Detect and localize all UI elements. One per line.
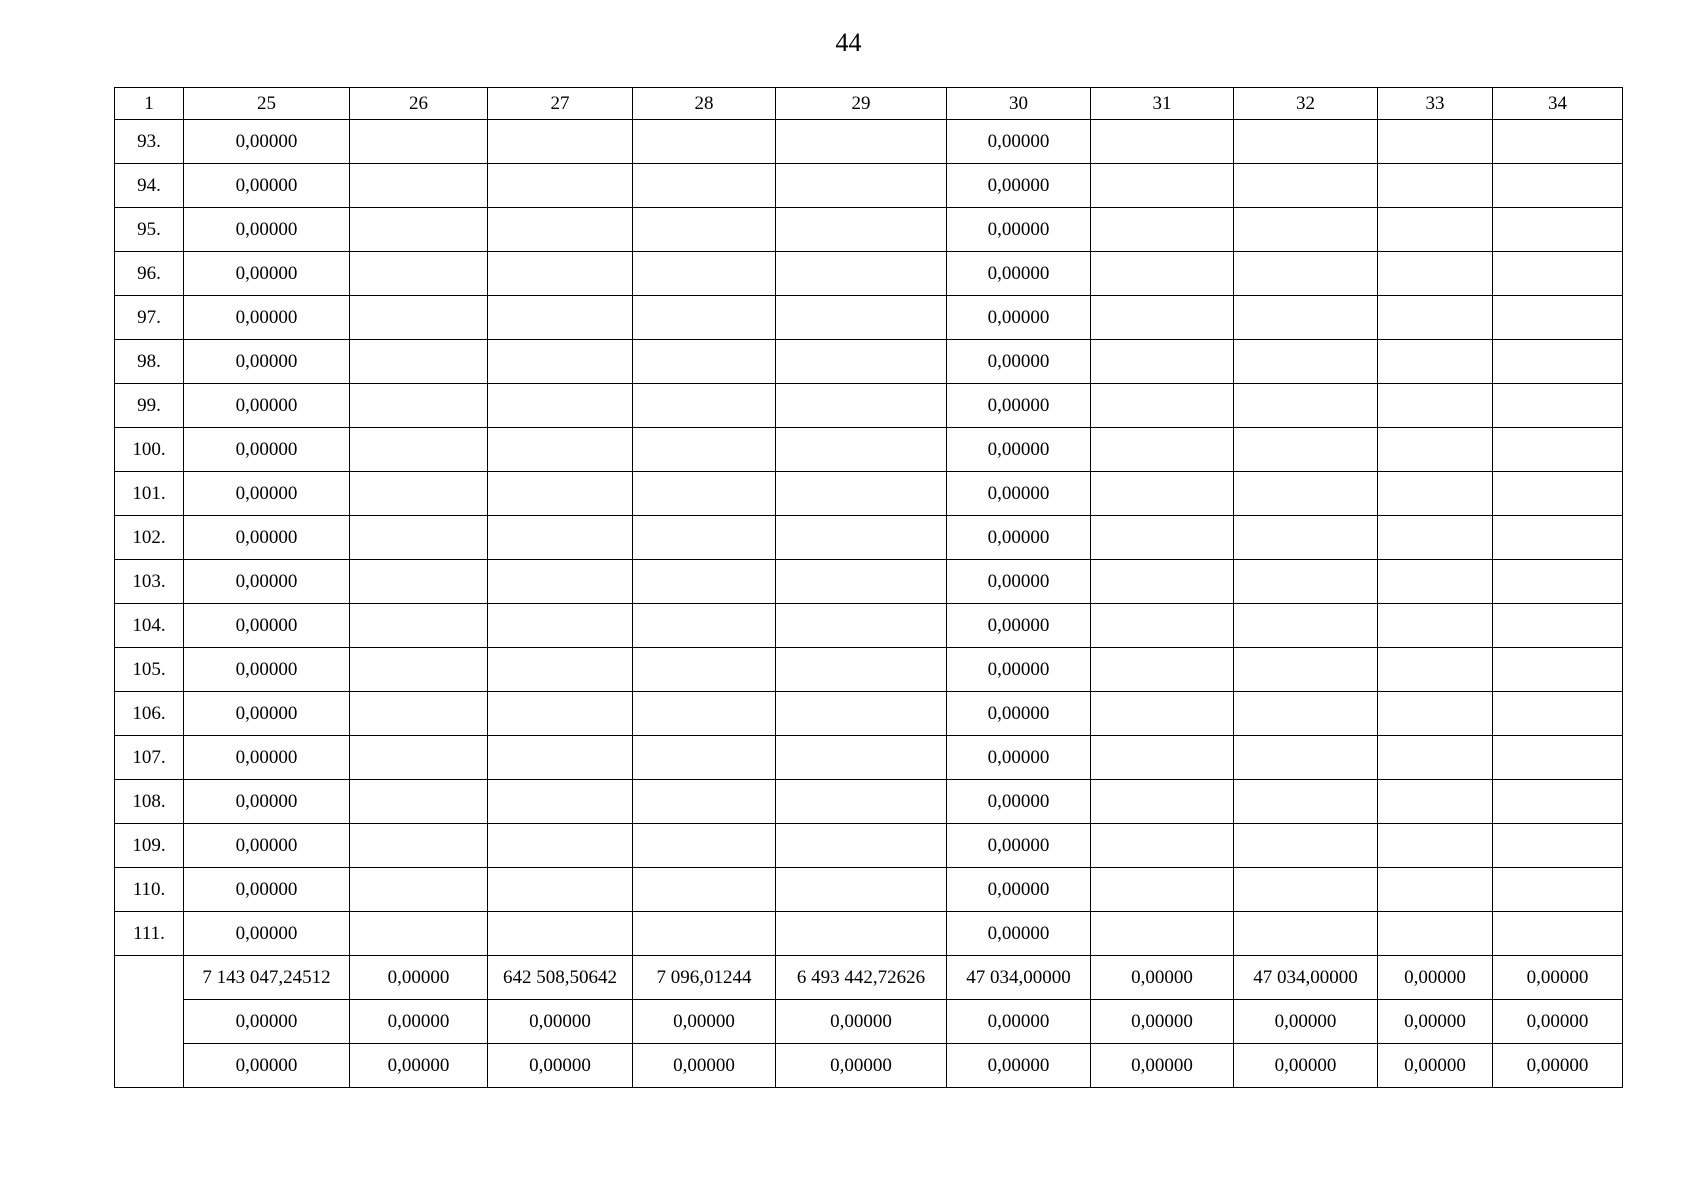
table-row <box>115 384 1623 428</box>
table-cell: 0,00000 <box>947 428 1091 472</box>
table-cell <box>1091 340 1234 384</box>
table-cell <box>1091 384 1234 428</box>
table-cell <box>1091 428 1234 472</box>
table-cell <box>1378 604 1493 648</box>
table-cell <box>1378 912 1493 956</box>
table-cell <box>1493 208 1623 252</box>
table-cell <box>1493 604 1623 648</box>
totals-cell: 0,00000 <box>947 1000 1091 1044</box>
table-cell: 0,00000 <box>947 560 1091 604</box>
table-cell <box>633 472 776 516</box>
table-cell <box>1493 472 1623 516</box>
table-cell <box>776 252 947 296</box>
totals-cell: 7 096,01244 <box>633 956 776 1000</box>
totals-cell: 0,00000 <box>633 1000 776 1044</box>
table-row <box>115 648 1623 692</box>
row-number-cell: 98. <box>115 340 184 384</box>
totals-row <box>115 1000 1623 1044</box>
row-number-cell: 110. <box>115 868 184 912</box>
totals-cell: 0,00000 <box>1493 1044 1623 1088</box>
column-header: 33 <box>1378 88 1493 120</box>
table-cell <box>1378 560 1493 604</box>
table-cell: 0,00000 <box>947 604 1091 648</box>
table-row <box>115 208 1623 252</box>
totals-cell: 0,00000 <box>350 956 488 1000</box>
table-cell <box>1091 604 1234 648</box>
table-cell <box>1378 296 1493 340</box>
table-cell <box>633 164 776 208</box>
table-cell <box>488 428 633 472</box>
row-number-cell: 95. <box>115 208 184 252</box>
table-cell: 0,00000 <box>947 824 1091 868</box>
table-cell <box>1234 868 1378 912</box>
table-cell: 0,00000 <box>947 340 1091 384</box>
table-cell <box>1493 868 1623 912</box>
totals-cell: 0,00000 <box>947 1044 1091 1088</box>
table-cell <box>350 648 488 692</box>
table-cell <box>350 208 488 252</box>
table-cell <box>1378 692 1493 736</box>
table-cell <box>1091 516 1234 560</box>
table-cell <box>488 780 633 824</box>
table-cell <box>633 384 776 428</box>
table-cell <box>488 692 633 736</box>
totals-cell: 47 034,00000 <box>1234 956 1378 1000</box>
table-row <box>115 296 1623 340</box>
table-cell: 0,00000 <box>184 120 350 164</box>
table-cell: 0,00000 <box>947 296 1091 340</box>
table-cell <box>1493 340 1623 384</box>
table-cell: 0,00000 <box>184 560 350 604</box>
table-cell <box>1234 252 1378 296</box>
totals-cell: 0,00000 <box>350 1044 488 1088</box>
table-cell <box>350 780 488 824</box>
column-header: 1 <box>115 88 184 120</box>
table-cell <box>350 692 488 736</box>
table-cell <box>1378 868 1493 912</box>
row-number-cell: 105. <box>115 648 184 692</box>
table-cell <box>488 560 633 604</box>
table-cell <box>1493 780 1623 824</box>
table-cell <box>1091 560 1234 604</box>
table-cell <box>350 384 488 428</box>
table-cell <box>776 868 947 912</box>
table-cell <box>1378 120 1493 164</box>
table-cell <box>633 252 776 296</box>
column-header: 32 <box>1234 88 1378 120</box>
table-cell <box>1234 384 1378 428</box>
table-cell <box>488 340 633 384</box>
table-cell: 0,00000 <box>184 516 350 560</box>
table-cell: 0,00000 <box>184 824 350 868</box>
table-cell <box>1091 120 1234 164</box>
row-number-cell: 100. <box>115 428 184 472</box>
totals-cell: 0,00000 <box>1091 1000 1234 1044</box>
table-cell <box>1378 516 1493 560</box>
table-cell <box>488 164 633 208</box>
table-cell <box>488 472 633 516</box>
row-number-cell: 99. <box>115 384 184 428</box>
header-row <box>115 88 1623 120</box>
table-cell: 0,00000 <box>184 384 350 428</box>
table-cell <box>350 472 488 516</box>
table-cell <box>1234 428 1378 472</box>
table-cell <box>633 604 776 648</box>
table-cell <box>488 516 633 560</box>
table-cell <box>1378 340 1493 384</box>
table-cell <box>1234 164 1378 208</box>
totals-cell: 0,00000 <box>1378 1000 1493 1044</box>
table-row <box>115 912 1623 956</box>
table-cell <box>1493 648 1623 692</box>
table-cell <box>776 164 947 208</box>
totals-cell: 0,00000 <box>1234 1044 1378 1088</box>
table-cell <box>350 868 488 912</box>
column-header: 27 <box>488 88 633 120</box>
table-cell: 0,00000 <box>184 604 350 648</box>
table-cell <box>1091 692 1234 736</box>
table-cell <box>1493 252 1623 296</box>
table-cell <box>350 736 488 780</box>
totals-cell: 0,00000 <box>184 1044 350 1088</box>
table-cell <box>1493 428 1623 472</box>
table-cell: 0,00000 <box>184 780 350 824</box>
table-row <box>115 516 1623 560</box>
totals-cell: 0,00000 <box>1378 1044 1493 1088</box>
table-cell <box>350 604 488 648</box>
table-cell: 0,00000 <box>947 648 1091 692</box>
table-cell <box>350 340 488 384</box>
table-cell: 0,00000 <box>184 164 350 208</box>
table-cell <box>1091 736 1234 780</box>
table-cell <box>488 604 633 648</box>
table-cell <box>776 736 947 780</box>
table-cell <box>1091 868 1234 912</box>
totals-cell: 47 034,00000 <box>947 956 1091 1000</box>
table-cell <box>1234 560 1378 604</box>
table-cell <box>776 648 947 692</box>
table-row <box>115 120 1623 164</box>
table-cell <box>633 692 776 736</box>
totals-cell: 0,00000 <box>1091 1044 1234 1088</box>
table-cell <box>1378 824 1493 868</box>
table-row <box>115 472 1623 516</box>
totals-cell: 0,00000 <box>350 1000 488 1044</box>
table-cell <box>488 208 633 252</box>
table-cell <box>488 736 633 780</box>
totals-cell: 642 508,50642 <box>488 956 633 1000</box>
column-header: 26 <box>350 88 488 120</box>
table-row <box>115 692 1623 736</box>
row-number-cell: 97. <box>115 296 184 340</box>
table-cell <box>1493 384 1623 428</box>
table-cell <box>1493 120 1623 164</box>
table-cell <box>350 560 488 604</box>
table-cell <box>633 516 776 560</box>
table-cell <box>1493 516 1623 560</box>
table-cell <box>350 120 488 164</box>
totals-cell: 0,00000 <box>633 1044 776 1088</box>
table-cell <box>633 120 776 164</box>
column-header: 30 <box>947 88 1091 120</box>
table-cell <box>1234 736 1378 780</box>
row-number-cell: 96. <box>115 252 184 296</box>
table-cell <box>633 736 776 780</box>
row-number-cell: 103. <box>115 560 184 604</box>
table-cell <box>1234 340 1378 384</box>
table-cell <box>1493 912 1623 956</box>
table-cell <box>776 560 947 604</box>
column-header: 31 <box>1091 88 1234 120</box>
table-cell <box>1234 912 1378 956</box>
table-row <box>115 340 1623 384</box>
table-cell <box>350 428 488 472</box>
table-row <box>115 164 1623 208</box>
table-cell: 0,00000 <box>184 340 350 384</box>
table-cell <box>488 648 633 692</box>
table-cell: 0,00000 <box>184 472 350 516</box>
table-cell: 0,00000 <box>947 208 1091 252</box>
table-cell <box>1493 560 1623 604</box>
table-cell <box>633 340 776 384</box>
table-cell: 0,00000 <box>947 120 1091 164</box>
column-header: 28 <box>633 88 776 120</box>
table-cell <box>1091 296 1234 340</box>
table-cell <box>776 824 947 868</box>
table-cell: 0,00000 <box>184 868 350 912</box>
table-cell: 0,00000 <box>184 208 350 252</box>
row-number-cell: 111. <box>115 912 184 956</box>
row-number-cell: 108. <box>115 780 184 824</box>
row-number-cell: 94. <box>115 164 184 208</box>
table-cell <box>633 648 776 692</box>
table-cell <box>350 252 488 296</box>
table-cell: 0,00000 <box>947 472 1091 516</box>
row-number-cell: 104. <box>115 604 184 648</box>
table-cell <box>1234 692 1378 736</box>
table-cell <box>350 824 488 868</box>
table-cell <box>488 912 633 956</box>
table-cell <box>1091 824 1234 868</box>
table-cell <box>1091 208 1234 252</box>
table-cell <box>776 120 947 164</box>
table-cell: 0,00000 <box>184 252 350 296</box>
table-cell <box>633 208 776 252</box>
row-number-cell: 93. <box>115 120 184 164</box>
row-number-cell: 101. <box>115 472 184 516</box>
data-table <box>114 87 1623 1088</box>
table-row <box>115 736 1623 780</box>
table-row <box>115 252 1623 296</box>
totals-cell: 0,00000 <box>1091 956 1234 1000</box>
table-cell <box>1091 164 1234 208</box>
row-number-cell: 107. <box>115 736 184 780</box>
table-cell <box>350 912 488 956</box>
table-cell <box>776 208 947 252</box>
table-cell: 0,00000 <box>947 252 1091 296</box>
row-number-cell: 106. <box>115 692 184 736</box>
table-cell: 0,00000 <box>184 736 350 780</box>
table-cell <box>1091 780 1234 824</box>
table-cell <box>350 164 488 208</box>
table-cell <box>776 340 947 384</box>
table-cell <box>776 296 947 340</box>
table-cell: 0,00000 <box>184 912 350 956</box>
column-header: 29 <box>776 88 947 120</box>
table-cell <box>488 252 633 296</box>
table-cell <box>776 384 947 428</box>
table-cell <box>350 296 488 340</box>
table-cell <box>1234 208 1378 252</box>
table-row <box>115 824 1623 868</box>
table-cell <box>1091 912 1234 956</box>
table-cell <box>1234 648 1378 692</box>
table-cell <box>1493 296 1623 340</box>
table-cell <box>1091 472 1234 516</box>
table-cell <box>1378 472 1493 516</box>
table-cell <box>1378 428 1493 472</box>
table-cell: 0,00000 <box>184 296 350 340</box>
totals-cell: 0,00000 <box>1493 1000 1623 1044</box>
table-cell <box>1493 824 1623 868</box>
totals-cell: 0,00000 <box>1378 956 1493 1000</box>
table-cell <box>776 604 947 648</box>
column-header: 34 <box>1493 88 1623 120</box>
table-cell <box>633 824 776 868</box>
table-cell <box>1234 604 1378 648</box>
table-row <box>115 560 1623 604</box>
table-cell <box>776 912 947 956</box>
table-cell: 0,00000 <box>947 868 1091 912</box>
table-cell: 0,00000 <box>184 648 350 692</box>
table-cell <box>1091 648 1234 692</box>
table-cell: 0,00000 <box>947 692 1091 736</box>
table-cell <box>776 780 947 824</box>
table-cell <box>633 560 776 604</box>
table-cell <box>488 868 633 912</box>
table-cell <box>1378 384 1493 428</box>
table-cell <box>350 516 488 560</box>
table-cell <box>1493 736 1623 780</box>
page-number: 44 <box>835 28 862 57</box>
table-cell <box>1234 824 1378 868</box>
table-cell <box>776 692 947 736</box>
table-cell <box>633 912 776 956</box>
table-cell <box>1378 648 1493 692</box>
column-header: 25 <box>184 88 350 120</box>
totals-cell: 0,00000 <box>776 1044 947 1088</box>
table-cell <box>776 472 947 516</box>
table-cell <box>633 296 776 340</box>
table-cell <box>633 780 776 824</box>
table-cell: 0,00000 <box>947 912 1091 956</box>
table-row <box>115 604 1623 648</box>
table-cell <box>1091 252 1234 296</box>
table-cell <box>633 428 776 472</box>
row-number-cell: 102. <box>115 516 184 560</box>
totals-cell: 7 143 047,24512 <box>184 956 350 1000</box>
table-cell <box>776 516 947 560</box>
totals-cell: 6 493 442,72626 <box>776 956 947 1000</box>
table-cell <box>1234 516 1378 560</box>
table-cell <box>1234 120 1378 164</box>
table-cell: 0,00000 <box>947 780 1091 824</box>
table-cell <box>488 120 633 164</box>
table-cell <box>1378 208 1493 252</box>
totals-cell: 0,00000 <box>184 1000 350 1044</box>
totals-cell: 0,00000 <box>488 1044 633 1088</box>
table-row <box>115 868 1623 912</box>
table-cell: 0,00000 <box>947 164 1091 208</box>
table-cell: 0,00000 <box>947 384 1091 428</box>
totals-row <box>115 956 1623 1000</box>
totals-cell: 0,00000 <box>1493 956 1623 1000</box>
totals-row <box>115 1044 1623 1088</box>
totals-cell: 0,00000 <box>776 1000 947 1044</box>
table-cell <box>1234 296 1378 340</box>
row-number-cell: 109. <box>115 824 184 868</box>
table-cell: 0,00000 <box>947 736 1091 780</box>
table-cell <box>1378 164 1493 208</box>
table-cell <box>1493 692 1623 736</box>
totals-cell: 0,00000 <box>488 1000 633 1044</box>
table-cell <box>488 384 633 428</box>
table-cell: 0,00000 <box>184 692 350 736</box>
table-cell <box>1493 164 1623 208</box>
table-cell <box>488 296 633 340</box>
table-cell <box>633 868 776 912</box>
table-row <box>115 428 1623 472</box>
table-cell <box>776 428 947 472</box>
totals-cell: 0,00000 <box>1234 1000 1378 1044</box>
table-cell <box>1234 780 1378 824</box>
table-cell: 0,00000 <box>184 428 350 472</box>
table-row <box>115 780 1623 824</box>
totals-label-cell <box>115 956 184 1088</box>
table-cell <box>1378 780 1493 824</box>
table-cell <box>488 824 633 868</box>
table-cell <box>1234 472 1378 516</box>
table-cell: 0,00000 <box>947 516 1091 560</box>
table-cell <box>1378 252 1493 296</box>
table-cell <box>1378 736 1493 780</box>
